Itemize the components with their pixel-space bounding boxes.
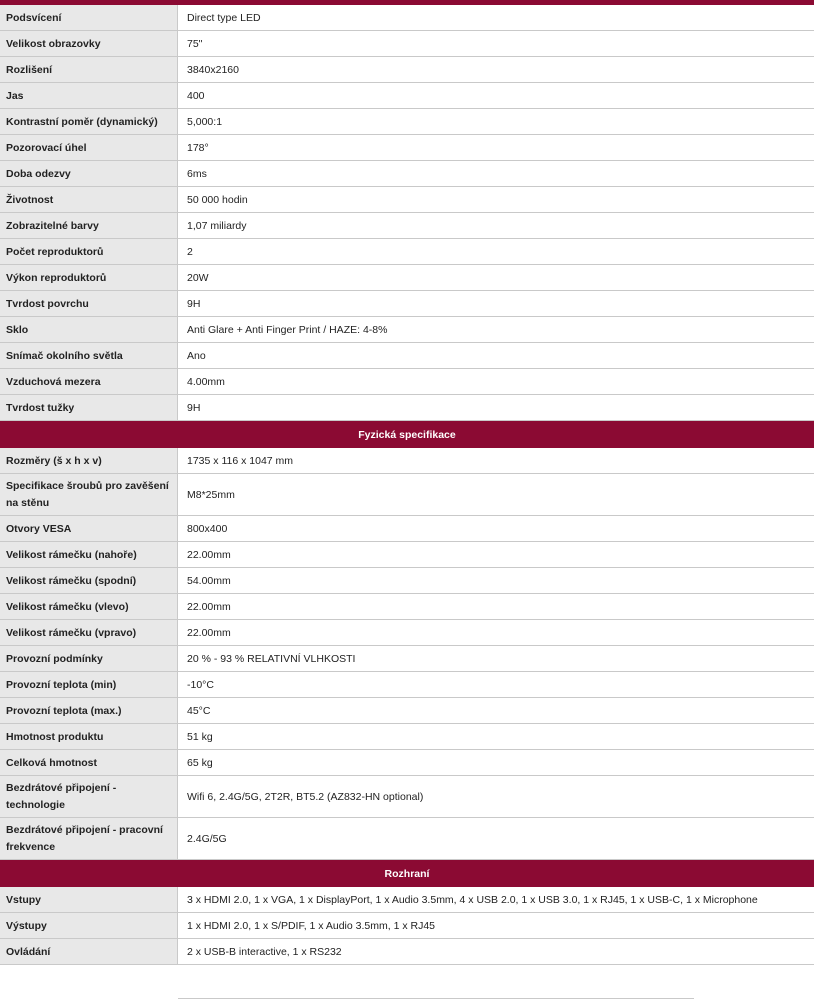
spec-section-physical	[0, 448, 814, 860]
spec-value: 20W	[178, 265, 814, 290]
table-row	[0, 135, 814, 161]
table-row	[0, 516, 814, 542]
spec-value: 22.00mm	[178, 620, 814, 645]
spec-label: Rozlišení	[0, 57, 178, 82]
spec-label: Velikost rámečku (spodní)	[0, 568, 178, 593]
spec-value: 178°	[178, 135, 814, 160]
spec-label: Bezdrátové připojení - technologie	[0, 776, 178, 817]
spec-value: 3 x HDMI 2.0, 1 x VGA, 1 x DisplayPort, 1 x Audio 3.5mm, 4 x USB 2.0, 1 x USB 3.0, 1 x RJ45, 1 x USB-C, 1 x Microphone	[178, 887, 814, 912]
spec-label: Vstupy	[0, 887, 178, 912]
table-row	[0, 474, 814, 516]
spec-value: 2.4G/5G	[178, 818, 814, 859]
table-row	[0, 594, 814, 620]
spec-label: Celková hmotnost	[0, 750, 178, 775]
table-row	[0, 161, 814, 187]
spec-value: Direct type LED	[178, 5, 814, 30]
spec-value: 1 x HDMI 2.0, 1 x S/PDIF, 1 x Audio 3.5mm, 1 x RJ45	[178, 913, 814, 938]
spec-section-interfaces	[0, 887, 814, 965]
spec-label: Tvrdost povrchu	[0, 291, 178, 316]
spec-label: Kontrastní poměr (dynamický)	[0, 109, 178, 134]
spec-label: Rozměry (š x h x v)	[0, 448, 178, 473]
table-row	[0, 724, 814, 750]
spec-label: Vzduchová mezera	[0, 369, 178, 394]
spec-value: 2	[178, 239, 814, 264]
spec-table	[0, 5, 814, 965]
spec-value: Ano	[178, 343, 814, 368]
spec-value: Wifi 6, 2.4G/5G, 2T2R, BT5.2 (AZ832-HN optional)	[178, 776, 814, 817]
spec-value: 54.00mm	[178, 568, 814, 593]
table-row	[0, 5, 814, 31]
spec-value: 20 % - 93 % RELATIVNÍ VLHKOSTI	[178, 646, 814, 671]
table-row	[0, 698, 814, 724]
spec-section-display	[0, 5, 814, 421]
spec-value: 45°C	[178, 698, 814, 723]
spec-label: Provozní teplota (min)	[0, 672, 178, 697]
table-row	[0, 213, 814, 239]
spec-value: M8*25mm	[178, 474, 814, 515]
spec-value: 800x400	[178, 516, 814, 541]
table-row	[0, 620, 814, 646]
spec-value: 22.00mm	[178, 542, 814, 567]
spec-label: Pozorovací úhel	[0, 135, 178, 160]
table-row	[0, 343, 814, 369]
table-row	[0, 818, 814, 860]
section-header-interfaces: Rozhraní	[0, 860, 814, 887]
spec-label: Otvory VESA	[0, 516, 178, 541]
spec-label: Specifikace šroubů pro zavěšení na stěnu	[0, 474, 178, 515]
spec-label: Hmotnost produktu	[0, 724, 178, 749]
table-row	[0, 913, 814, 939]
spec-label: Výstupy	[0, 913, 178, 938]
spec-value: 6ms	[178, 161, 814, 186]
spec-value: Anti Glare + Anti Finger Print / HAZE: 4-8%	[178, 317, 814, 342]
table-row	[0, 672, 814, 698]
spec-label: Sklo	[0, 317, 178, 342]
table-row	[0, 568, 814, 594]
table-row	[0, 317, 814, 343]
spec-label: Zobrazitelné barvy	[0, 213, 178, 238]
spec-label: Výkon reproduktorů	[0, 265, 178, 290]
spec-value: 22.00mm	[178, 594, 814, 619]
spec-label: Bezdrátové připojení - pracovní frekvence	[0, 818, 178, 859]
spec-value: 2 x USB-B interactive, 1 x RS232	[178, 939, 814, 964]
spec-value: 4.00mm	[178, 369, 814, 394]
spec-value: 50 000 hodin	[178, 187, 814, 212]
spec-value: 400	[178, 83, 814, 108]
table-row	[0, 776, 814, 818]
table-row	[0, 239, 814, 265]
spec-label: Velikost rámečku (nahoře)	[0, 542, 178, 567]
table-row	[0, 57, 814, 83]
spec-label: Snímač okolního světla	[0, 343, 178, 368]
table-row	[0, 265, 814, 291]
spec-label: Jas	[0, 83, 178, 108]
spec-value: 75"	[178, 31, 814, 56]
spec-label: Počet reproduktorů	[0, 239, 178, 264]
spec-label: Provozní podmínky	[0, 646, 178, 671]
spec-label: Doba odezvy	[0, 161, 178, 186]
spec-label: Tvrdost tužky	[0, 395, 178, 420]
spec-label: Provozní teplota (max.)	[0, 698, 178, 723]
spec-value: 9H	[178, 395, 814, 420]
spec-value: 1,07 miliardy	[178, 213, 814, 238]
table-row	[0, 939, 814, 965]
table-row	[0, 83, 814, 109]
table-row	[0, 109, 814, 135]
table-row	[0, 887, 814, 913]
spec-value: 5,000:1	[178, 109, 814, 134]
spec-value: 3840x2160	[178, 57, 814, 82]
table-row	[0, 542, 814, 568]
spec-label: Velikost rámečku (vpravo)	[0, 620, 178, 645]
table-row	[0, 291, 814, 317]
spec-value: 51 kg	[178, 724, 814, 749]
section-header-physical: Fyzická specifikace	[0, 421, 814, 448]
spec-label: Podsvícení	[0, 5, 178, 30]
spec-label: Velikost rámečku (vlevo)	[0, 594, 178, 619]
table-row	[0, 31, 814, 57]
spec-value: 65 kg	[178, 750, 814, 775]
table-row	[0, 646, 814, 672]
spec-label: Životnost	[0, 187, 178, 212]
table-row	[0, 750, 814, 776]
table-row	[0, 369, 814, 395]
table-row	[0, 448, 814, 474]
spec-label: Ovládání	[0, 939, 178, 964]
table-bottom-border	[178, 998, 694, 999]
table-row	[0, 395, 814, 421]
spec-value: 9H	[178, 291, 814, 316]
table-row	[0, 187, 814, 213]
spec-value: 1735 x 116 x 1047 mm	[178, 448, 814, 473]
spec-value: -10°C	[178, 672, 814, 697]
spec-label: Velikost obrazovky	[0, 31, 178, 56]
